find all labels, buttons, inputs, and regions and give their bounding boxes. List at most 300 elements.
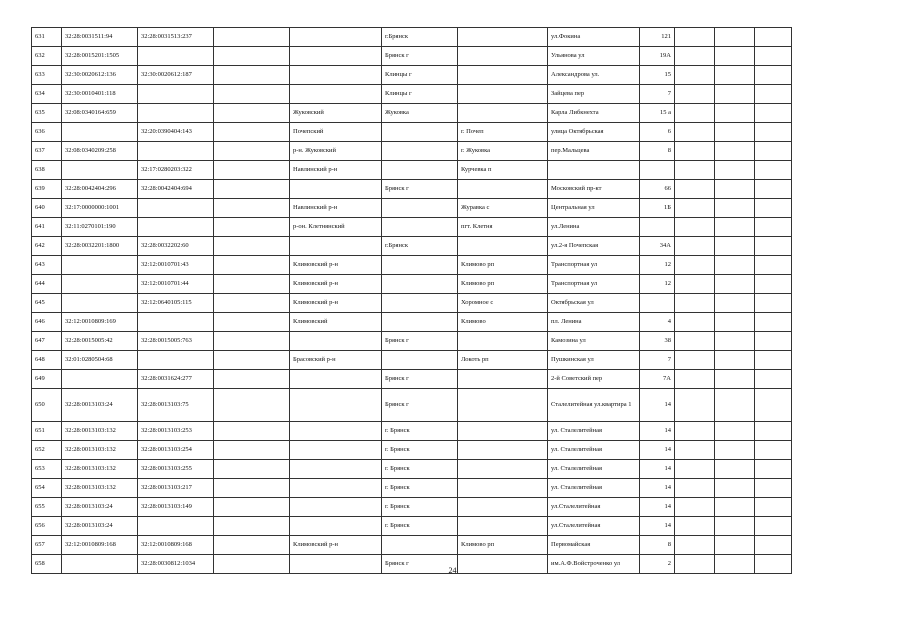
cell-row-number: 654 <box>32 479 62 498</box>
table-row <box>32 28 792 47</box>
cell-street: пер.Мальцева <box>548 142 640 161</box>
cell-city <box>382 536 458 555</box>
cell-extra-1 <box>675 517 715 536</box>
cell-cadastral-number-building: 32:30:0020612:187 <box>138 66 214 85</box>
cell-row-number: 655 <box>32 498 62 517</box>
cell-extra-3 <box>755 536 792 555</box>
table-row <box>32 313 792 332</box>
cell-settlement: Журавка с <box>458 199 548 218</box>
cell-extra-2 <box>715 351 755 370</box>
cell-extra-2 <box>715 313 755 332</box>
cell-city <box>382 161 458 180</box>
cell-district <box>290 237 382 256</box>
cell-extra-2 <box>715 294 755 313</box>
cell-row-number: 644 <box>32 275 62 294</box>
cell-district: Климовский р-н <box>290 294 382 313</box>
cell-district: р-он. Клетнянский <box>290 218 382 237</box>
cell-cadastral-number-extra <box>214 422 290 441</box>
cell-cadastral-number-building: 32:12:0640105:115 <box>138 294 214 313</box>
register-table <box>31 27 792 574</box>
cell-cadastral-number-extra <box>214 460 290 479</box>
cell-street: ул. Сталелитейная <box>548 441 640 460</box>
cell-settlement: пгт. Клетня <box>458 218 548 237</box>
table-row <box>32 180 792 199</box>
cell-city: Клинцы г <box>382 66 458 85</box>
cell-house-number: 15 <box>640 66 675 85</box>
cell-district <box>290 498 382 517</box>
cell-extra-1 <box>675 441 715 460</box>
cell-street: Центральная ул <box>548 199 640 218</box>
cell-cadastral-number-building: 32:28:0013103:253 <box>138 422 214 441</box>
cell-extra-3 <box>755 218 792 237</box>
cell-house-number: 12 <box>640 275 675 294</box>
table-row <box>32 351 792 370</box>
cell-city: г.Брянск <box>382 28 458 47</box>
cell-cadastral-number-extra <box>214 142 290 161</box>
cell-settlement: Климово рп <box>458 536 548 555</box>
cell-extra-2 <box>715 536 755 555</box>
cell-district: Климовский р-н <box>290 275 382 294</box>
cell-house-number: 19А <box>640 47 675 66</box>
table-row <box>32 332 792 351</box>
cell-extra-2 <box>715 47 755 66</box>
table-row <box>32 441 792 460</box>
cell-street: Александрова ул. <box>548 66 640 85</box>
cell-row-number: 642 <box>32 237 62 256</box>
cell-extra-1 <box>675 479 715 498</box>
cell-settlement <box>458 180 548 199</box>
cell-row-number: 634 <box>32 85 62 104</box>
cell-district: Брасовский р-н <box>290 351 382 370</box>
cell-street: ул.Сталелитейная <box>548 498 640 517</box>
cell-extra-3 <box>755 256 792 275</box>
cell-extra-3 <box>755 199 792 218</box>
cell-settlement: Климово <box>458 313 548 332</box>
cell-cadastral-number-land: 32:28:0013103:24 <box>62 517 138 536</box>
cell-settlement <box>458 517 548 536</box>
table-row <box>32 422 792 441</box>
cell-extra-2 <box>715 237 755 256</box>
cell-house-number: 4 <box>640 313 675 332</box>
cell-row-number: 656 <box>32 517 62 536</box>
cell-extra-1 <box>675 332 715 351</box>
cell-row-number: 657 <box>32 536 62 555</box>
cell-street: Карла Либкнехта <box>548 104 640 123</box>
table-row <box>32 536 792 555</box>
cell-street: Транспортная ул <box>548 275 640 294</box>
cell-street <box>548 161 640 180</box>
cell-cadastral-number-land <box>62 161 138 180</box>
cell-cadastral-number-land: 32:30:0010401:118 <box>62 85 138 104</box>
cell-city: Брянск г <box>382 370 458 389</box>
cell-extra-2 <box>715 161 755 180</box>
cell-extra-3 <box>755 351 792 370</box>
cell-extra-1 <box>675 123 715 142</box>
cell-settlement <box>458 422 548 441</box>
cell-extra-1 <box>675 422 715 441</box>
cell-city: г. Брянск <box>382 422 458 441</box>
cell-cadastral-number-land: 32:11:0270101:190 <box>62 218 138 237</box>
cell-settlement: г. Жуковка <box>458 142 548 161</box>
cell-extra-2 <box>715 256 755 275</box>
cell-extra-3 <box>755 332 792 351</box>
cell-extra-1 <box>675 199 715 218</box>
cell-settlement <box>458 460 548 479</box>
cell-extra-2 <box>715 180 755 199</box>
cell-cadastral-number-building <box>138 104 214 123</box>
table-row <box>32 104 792 123</box>
table-row <box>32 123 792 142</box>
cell-city <box>382 123 458 142</box>
cell-extra-3 <box>755 28 792 47</box>
cell-cadastral-number-building <box>138 199 214 218</box>
cell-extra-1 <box>675 351 715 370</box>
cell-house-number: 8 <box>640 536 675 555</box>
cell-cadastral-number-building: 32:20:0390404:143 <box>138 123 214 142</box>
cell-district <box>290 370 382 389</box>
cell-extra-1 <box>675 294 715 313</box>
cell-cadastral-number-land: 32:28:0015005:42 <box>62 332 138 351</box>
cell-city <box>382 218 458 237</box>
cell-house-number: 6 <box>640 123 675 142</box>
cell-district: Почепский <box>290 123 382 142</box>
cell-house-number: 7 <box>640 85 675 104</box>
cell-extra-2 <box>715 28 755 47</box>
cell-street: ул. Сталелитейная <box>548 479 640 498</box>
cell-settlement: Курчевка п <box>458 161 548 180</box>
table-row <box>32 460 792 479</box>
cell-extra-1 <box>675 104 715 123</box>
cell-district <box>290 422 382 441</box>
cell-extra-2 <box>715 123 755 142</box>
cell-street: 2-й Советский пер <box>548 370 640 389</box>
cell-extra-3 <box>755 460 792 479</box>
cell-house-number: 14 <box>640 498 675 517</box>
cell-row-number: 635 <box>32 104 62 123</box>
cell-settlement <box>458 85 548 104</box>
cell-cadastral-number-building: 32:28:0015005:763 <box>138 332 214 351</box>
cell-cadastral-number-land <box>62 370 138 389</box>
cell-street: Московский пр-кт <box>548 180 640 199</box>
table-row <box>32 66 792 85</box>
table-row <box>32 161 792 180</box>
cell-cadastral-number-land: 32:01:0280504:68 <box>62 351 138 370</box>
cell-house-number: 66 <box>640 180 675 199</box>
cell-row-number: 639 <box>32 180 62 199</box>
cell-city: Брянск г <box>382 555 458 574</box>
cell-cadastral-number-land: 32:28:0013103:24 <box>62 389 138 422</box>
cell-district <box>290 479 382 498</box>
cell-row-number: 633 <box>32 66 62 85</box>
table-row <box>32 275 792 294</box>
cell-cadastral-number-extra <box>214 313 290 332</box>
cell-house-number: 14 <box>640 441 675 460</box>
cell-city: г. Брянск <box>382 517 458 536</box>
cell-district <box>290 517 382 536</box>
cell-city <box>382 351 458 370</box>
cell-cadastral-number-extra <box>214 218 290 237</box>
cell-cadastral-number-extra <box>214 536 290 555</box>
cell-cadastral-number-building: 32:28:0032202:60 <box>138 237 214 256</box>
cell-district <box>290 332 382 351</box>
cell-extra-3 <box>755 313 792 332</box>
cell-district: Навлинский р-н <box>290 161 382 180</box>
cell-extra-3 <box>755 161 792 180</box>
cell-row-number: 651 <box>32 422 62 441</box>
cell-district: Климовский <box>290 313 382 332</box>
cell-house-number: 121 <box>640 28 675 47</box>
cell-settlement <box>458 389 548 422</box>
cell-cadastral-number-building <box>138 85 214 104</box>
cell-house-number: 14 <box>640 517 675 536</box>
cell-row-number: 631 <box>32 28 62 47</box>
cell-cadastral-number-building: 32:28:0013103:254 <box>138 441 214 460</box>
cell-row-number: 636 <box>32 123 62 142</box>
cell-row-number: 640 <box>32 199 62 218</box>
cell-row-number: 653 <box>32 460 62 479</box>
cell-cadastral-number-extra <box>214 498 290 517</box>
cell-street: ул.2-я Почепская <box>548 237 640 256</box>
cell-city: Брянск г <box>382 389 458 422</box>
cell-city <box>382 142 458 161</box>
cell-row-number: 646 <box>32 313 62 332</box>
cell-house-number <box>640 294 675 313</box>
cell-extra-2 <box>715 85 755 104</box>
cell-extra-1 <box>675 47 715 66</box>
cell-cadastral-number-building: 32:28:0013103:75 <box>138 389 214 422</box>
cell-district <box>290 389 382 422</box>
cell-cadastral-number-land: 32:12:0010809:168 <box>62 536 138 555</box>
cell-extra-1 <box>675 66 715 85</box>
cell-street: Транспортная ул <box>548 256 640 275</box>
cell-street: ул.Ленина <box>548 218 640 237</box>
cell-cadastral-number-land: 32:28:0032201:1800 <box>62 237 138 256</box>
cell-cadastral-number-extra <box>214 237 290 256</box>
cell-row-number: 652 <box>32 441 62 460</box>
cell-cadastral-number-extra <box>214 104 290 123</box>
cell-extra-2 <box>715 517 755 536</box>
cell-settlement: Климово рп <box>458 256 548 275</box>
cell-extra-3 <box>755 479 792 498</box>
cell-extra-1 <box>675 161 715 180</box>
cell-cadastral-number-building <box>138 313 214 332</box>
cell-row-number: 649 <box>32 370 62 389</box>
cell-extra-1 <box>675 180 715 199</box>
register-table-body <box>32 28 792 574</box>
cell-cadastral-number-building: 32:28:0013103:255 <box>138 460 214 479</box>
cell-extra-2 <box>715 441 755 460</box>
cell-city: Клинцы г <box>382 85 458 104</box>
cell-extra-3 <box>755 142 792 161</box>
cell-house-number: 7А <box>640 370 675 389</box>
cell-row-number: 650 <box>32 389 62 422</box>
cell-cadastral-number-extra <box>214 123 290 142</box>
cell-street: Октябрьская ул <box>548 294 640 313</box>
cell-cadastral-number-land: 32:28:0042404:296 <box>62 180 138 199</box>
cell-house-number: 14 <box>640 479 675 498</box>
cell-cadastral-number-extra <box>214 47 290 66</box>
cell-extra-1 <box>675 313 715 332</box>
cell-district: р-н. Жуковский <box>290 142 382 161</box>
cell-house-number: 34А <box>640 237 675 256</box>
cell-extra-1 <box>675 256 715 275</box>
cell-settlement <box>458 237 548 256</box>
cell-cadastral-number-land: 32:28:0013103:132 <box>62 441 138 460</box>
table-row <box>32 47 792 66</box>
cell-row-number: 658 <box>32 555 62 574</box>
cell-district <box>290 180 382 199</box>
cell-cadastral-number-building <box>138 351 214 370</box>
cell-cadastral-number-land: 32:28:0013103:132 <box>62 422 138 441</box>
cell-cadastral-number-land <box>62 256 138 275</box>
cell-cadastral-number-land: 32:28:0013103:132 <box>62 460 138 479</box>
cell-extra-2 <box>715 142 755 161</box>
cell-city: Брянск г <box>382 180 458 199</box>
cell-extra-2 <box>715 104 755 123</box>
cell-cadastral-number-extra <box>214 66 290 85</box>
cell-district: Климовский р-н <box>290 536 382 555</box>
cell-settlement <box>458 66 548 85</box>
cell-settlement <box>458 441 548 460</box>
cell-house-number: 14 <box>640 389 675 422</box>
cell-settlement <box>458 28 548 47</box>
table-row <box>32 85 792 104</box>
cell-house-number: 14 <box>640 422 675 441</box>
cell-street: Первомайская <box>548 536 640 555</box>
cell-extra-3 <box>755 47 792 66</box>
cell-city <box>382 199 458 218</box>
cell-extra-1 <box>675 218 715 237</box>
cell-cadastral-number-building: 32:28:0031624:277 <box>138 370 214 389</box>
cell-street: ул.Сталелитейная <box>548 517 640 536</box>
cell-extra-1 <box>675 389 715 422</box>
cell-city <box>382 256 458 275</box>
cell-district: Навлинский р-н <box>290 199 382 218</box>
cell-cadastral-number-extra <box>214 28 290 47</box>
table-row <box>32 218 792 237</box>
cell-house-number: 12 <box>640 256 675 275</box>
cell-row-number: 645 <box>32 294 62 313</box>
cell-street: ул.Фокина <box>548 28 640 47</box>
cell-extra-1 <box>675 142 715 161</box>
cell-extra-2 <box>715 332 755 351</box>
cell-house-number: 1Б <box>640 199 675 218</box>
cell-extra-2 <box>715 199 755 218</box>
cell-settlement <box>458 498 548 517</box>
cell-city: Брянск г <box>382 332 458 351</box>
cell-cadastral-number-building <box>138 517 214 536</box>
cell-row-number: 638 <box>32 161 62 180</box>
cell-settlement: Локоть рп <box>458 351 548 370</box>
cell-district <box>290 85 382 104</box>
cell-street: пл. Ленина <box>548 313 640 332</box>
cell-settlement <box>458 104 548 123</box>
table-row <box>32 142 792 161</box>
cell-cadastral-number-land: 32:17:0000000:1001 <box>62 199 138 218</box>
cell-extra-3 <box>755 237 792 256</box>
cell-row-number: 637 <box>32 142 62 161</box>
cell-cadastral-number-extra <box>214 389 290 422</box>
cell-cadastral-number-land: 32:28:0013103:24 <box>62 498 138 517</box>
cell-extra-2 <box>715 66 755 85</box>
cell-row-number: 632 <box>32 47 62 66</box>
cell-cadastral-number-building: 32:28:0031513:237 <box>138 28 214 47</box>
table-row <box>32 294 792 313</box>
cell-house-number: 2 <box>640 555 675 574</box>
table-row <box>32 256 792 275</box>
cell-cadastral-number-extra <box>214 351 290 370</box>
cell-cadastral-number-extra <box>214 85 290 104</box>
cell-settlement: Хоромное с <box>458 294 548 313</box>
cell-cadastral-number-land: 32:30:0020612:136 <box>62 66 138 85</box>
cell-extra-2 <box>715 275 755 294</box>
cell-street: Пушкинская ул <box>548 351 640 370</box>
cell-settlement <box>458 370 548 389</box>
cell-street: Камозина ул <box>548 332 640 351</box>
cell-cadastral-number-land: 32:12:0010809:169 <box>62 313 138 332</box>
cell-district: Климовский р-н <box>290 256 382 275</box>
cell-cadastral-number-building <box>138 142 214 161</box>
cell-city: г. Брянск <box>382 479 458 498</box>
cell-district <box>290 460 382 479</box>
cell-extra-1 <box>675 460 715 479</box>
table-row <box>32 389 792 422</box>
cell-street: Сталелитейная ул.квартира 1 <box>548 389 640 422</box>
cell-extra-2 <box>715 460 755 479</box>
cell-city <box>382 275 458 294</box>
cell-cadastral-number-land: 32:28:0031511:94 <box>62 28 138 47</box>
cell-cadastral-number-building <box>138 47 214 66</box>
cell-extra-1 <box>675 498 715 517</box>
cell-extra-2 <box>715 389 755 422</box>
cell-cadastral-number-extra <box>214 256 290 275</box>
cell-cadastral-number-extra <box>214 332 290 351</box>
table-row <box>32 498 792 517</box>
cell-extra-1 <box>675 370 715 389</box>
cell-cadastral-number-land <box>62 294 138 313</box>
cell-extra-1 <box>675 275 715 294</box>
page-number: 24 <box>448 566 457 575</box>
cell-extra-3 <box>755 498 792 517</box>
cell-extra-3 <box>755 85 792 104</box>
cell-cadastral-number-building: 32:28:0030812:1034 <box>138 555 214 574</box>
cell-settlement: г. Почеп <box>458 123 548 142</box>
cell-district <box>290 66 382 85</box>
cell-house-number: 15 а <box>640 104 675 123</box>
cell-house-number: 7 <box>640 351 675 370</box>
cell-street: Ульянова ул <box>548 47 640 66</box>
cell-cadastral-number-extra <box>214 479 290 498</box>
cell-row-number: 647 <box>32 332 62 351</box>
cell-street: ул. Сталелитейная <box>548 422 640 441</box>
cell-cadastral-number-land: 32:28:0013103:132 <box>62 479 138 498</box>
cell-district <box>290 28 382 47</box>
cell-city: г. Брянск <box>382 498 458 517</box>
cell-cadastral-number-extra <box>214 161 290 180</box>
cell-extra-3 <box>755 66 792 85</box>
cell-settlement <box>458 479 548 498</box>
cell-settlement <box>458 47 548 66</box>
cell-cadastral-number-building: 32:28:0013103:217 <box>138 479 214 498</box>
cell-street: ул. Сталелитейная <box>548 460 640 479</box>
cell-cadastral-number-extra <box>214 275 290 294</box>
cell-extra-2 <box>715 370 755 389</box>
cell-cadastral-number-extra <box>214 441 290 460</box>
cell-extra-2 <box>715 479 755 498</box>
cell-extra-2 <box>715 422 755 441</box>
table-row <box>32 237 792 256</box>
cell-cadastral-number-building: 32:28:0042404:694 <box>138 180 214 199</box>
